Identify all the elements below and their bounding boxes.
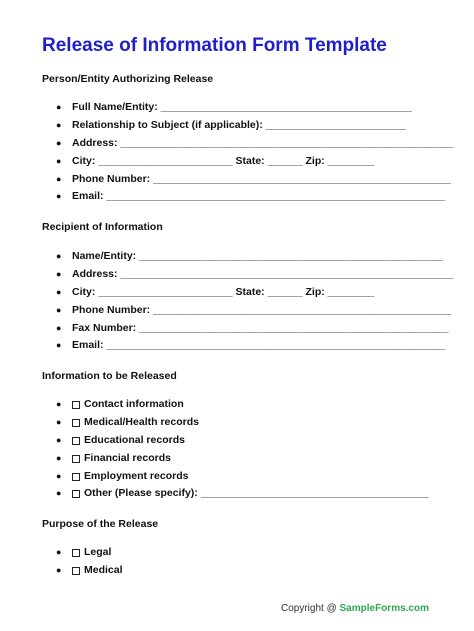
bullet-icon: ● <box>56 191 62 202</box>
bullet-icon: ● <box>56 155 62 166</box>
field-recipient-city-state-zip <box>56 284 453 302</box>
bullet-icon: ● <box>56 137 62 148</box>
checkbox-item-contact[interactable] <box>56 396 428 414</box>
field-recipient-name <box>56 248 453 266</box>
checkbox-item-employment[interactable] <box>56 468 428 486</box>
field-email <box>56 188 453 206</box>
recipient-fields <box>56 248 453 355</box>
bullet-icon: ● <box>56 488 62 499</box>
copyright-prefix: Copyright @ <box>281 603 340 614</box>
field-full-name <box>56 99 453 117</box>
field-label: Address: _________________________________________________________ <box>72 267 454 280</box>
bullet-icon: ● <box>56 547 62 557</box>
checkbox-label: Financial records <box>84 451 171 464</box>
copyright-footer <box>281 603 429 614</box>
checkbox-item-medical-health[interactable] <box>56 414 428 432</box>
page-title: Release of Information Form Template <box>42 35 387 56</box>
field-phone <box>56 171 453 189</box>
field-recipient-address <box>56 266 453 284</box>
checkbox-icon[interactable] <box>72 455 80 463</box>
checkbox-icon[interactable] <box>72 419 80 427</box>
checkbox-label: Employment records <box>84 469 189 482</box>
field-label: Phone Number: ___________________________________________________ <box>72 172 451 185</box>
checkbox-item-educational[interactable] <box>56 432 428 450</box>
bullet-icon: ● <box>56 119 62 130</box>
checkbox-item-legal[interactable] <box>56 544 123 562</box>
section-heading-recipient: Recipient of Information <box>42 221 163 233</box>
field-recipient-email <box>56 337 453 355</box>
checkbox-label: Other (Please specify): _______________________________________ <box>84 487 429 500</box>
information-checkboxes <box>56 396 428 503</box>
purpose-checkboxes <box>56 544 123 580</box>
bullet-icon: ● <box>56 399 62 409</box>
checkbox-item-other[interactable] <box>56 485 428 503</box>
brand-link[interactable]: SampleForms.com <box>339 603 429 614</box>
field-label: Address: _________________________________________________________ <box>72 136 454 149</box>
field-label: Fax Number: _____________________________________________________ <box>72 321 449 334</box>
bullet-icon: ● <box>56 102 62 112</box>
authorizing-fields <box>56 99 453 206</box>
bullet-icon: ● <box>56 268 62 279</box>
field-recipient-fax <box>56 320 453 338</box>
bullet-icon: ● <box>56 286 62 297</box>
section-heading-authorizing: Person/Entity Authorizing Release <box>42 73 214 85</box>
bullet-icon: ● <box>56 470 62 481</box>
field-label: City: _______________________ State: ______ Zip: ________ <box>72 154 375 167</box>
bullet-icon: ● <box>56 434 62 445</box>
bullet-icon: ● <box>56 452 62 463</box>
checkbox-icon[interactable] <box>72 567 80 575</box>
checkbox-label: Medical <box>84 563 123 576</box>
bullet-icon: ● <box>56 173 62 184</box>
bullet-icon: ● <box>56 416 62 427</box>
field-recipient-phone <box>56 302 453 320</box>
bullet-icon: ● <box>56 322 62 333</box>
field-label: Relationship to Subject (if applicable): ________________________ <box>72 118 406 131</box>
field-label: Phone Number: ___________________________________________________ <box>72 303 451 316</box>
checkbox-icon[interactable] <box>72 549 80 557</box>
bullet-icon: ● <box>56 304 62 315</box>
bullet-icon: ● <box>56 340 62 351</box>
field-label: Full Name/Entity: ___________________________________________ <box>72 101 412 113</box>
field-label: Email: __________________________________________________________ <box>72 339 446 352</box>
checkbox-icon[interactable] <box>72 437 80 445</box>
field-label: City: _______________________ State: ______ Zip: ________ <box>72 285 375 298</box>
section-heading-information: Information to be Released <box>42 370 177 382</box>
section-heading-purpose: Purpose of the Release <box>42 518 159 530</box>
checkbox-icon[interactable] <box>72 401 80 409</box>
checkbox-item-financial[interactable] <box>56 450 428 468</box>
checkbox-icon[interactable] <box>72 490 80 498</box>
checkbox-label: Educational records <box>84 433 185 446</box>
checkbox-icon[interactable] <box>72 473 80 481</box>
field-label: Name/Entity: ____________________________________________________ <box>72 250 443 262</box>
checkbox-label: Legal <box>84 546 112 558</box>
checkbox-label: Contact information <box>84 398 184 410</box>
bullet-icon: ● <box>56 564 62 575</box>
field-address <box>56 135 453 153</box>
checkbox-item-medical[interactable] <box>56 562 123 580</box>
field-relationship <box>56 117 453 135</box>
checkbox-label: Medical/Health records <box>84 415 199 428</box>
bullet-icon: ● <box>56 251 62 261</box>
field-city-state-zip <box>56 153 453 171</box>
field-label: Email: __________________________________________________________ <box>72 190 446 203</box>
